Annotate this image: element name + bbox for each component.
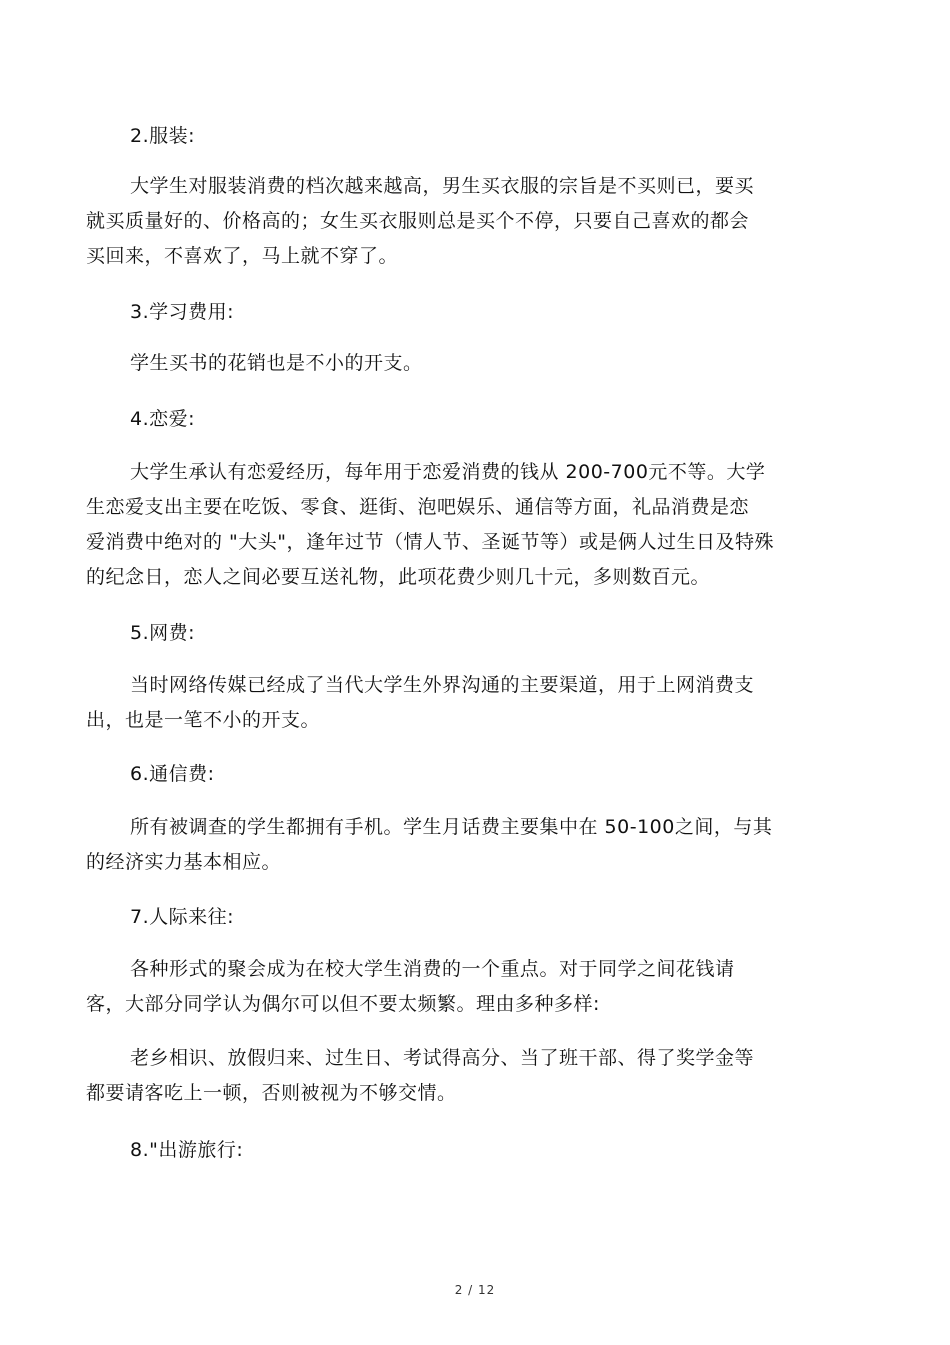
paragraph-line: 就买质量好的、价格高的；女生买衣服则总是买个不停，只要自己喜欢的都会 (86, 210, 750, 232)
paragraph-line: 当时网络传媒已经成了当代大学生外界沟通的主要渠道，用于上网消费支 (130, 674, 755, 696)
paragraph-line: 各种形式的聚会成为在校大学生消费的一个重点。对于同学之间花钱请 (130, 958, 735, 980)
section-heading-internet: 5.网费: (130, 622, 196, 644)
paragraph-line: 大学生承认有恋爱经历，每年用于恋爱消费的钱从 200-700元不等。大学 (130, 461, 766, 483)
section-heading-communication: 6.通信费: (130, 763, 215, 785)
paragraph-line: 客，大部分同学认为偶尔可以但不要太频繁。理由多种多样: (86, 993, 600, 1015)
section-heading-romance: 4.恋爱: (130, 408, 196, 430)
paragraph-line: 买回来，不喜欢了，马上就不穿了。 (86, 245, 399, 267)
paragraph-line: 生恋爱支出主要在吃饭、零食、逛街、泡吧娱乐、通信等方面，礼品消费是恋 (86, 496, 750, 518)
paragraph-line: 所有被调查的学生都拥有手机。学生月话费主要集中在 50-100之间，与其 (130, 816, 773, 838)
section-heading-clothing: 2.服装: (130, 125, 196, 147)
paragraph-line: 的纪念日，恋人之间必要互送礼物，此项花费少则几十元，多则数百元。 (86, 566, 711, 588)
paragraph-line: 爱消费中绝对的 "大头"，逢年过节（情人节、圣诞节等）或是俩人过生日及特殊 (86, 531, 775, 553)
paragraph-line: 的经济实力基本相应。 (86, 851, 282, 873)
section-heading-study-costs: 3.学习费用: (130, 301, 235, 323)
paragraph-line: 出，也是一笔不小的开支。 (86, 709, 321, 731)
paragraph-line: 学生买书的花销也是不小的开支。 (130, 352, 423, 374)
section-heading-travel: 8."出游旅行: (130, 1139, 244, 1161)
page-number: 2 / 12 (454, 1283, 496, 1297)
section-heading-social: 7.人际来往: (130, 906, 235, 928)
paragraph-line: 都要请客吃上一顿，否则被视为不够交情。 (86, 1082, 457, 1104)
paragraph-line: 老乡相识、放假归来、过生日、考试得高分、当了班干部、得了奖学金等 (130, 1047, 755, 1069)
paragraph-line: 大学生对服装消费的档次越来越高，男生买衣服的宗旨是不买则已，要买 (130, 175, 755, 197)
